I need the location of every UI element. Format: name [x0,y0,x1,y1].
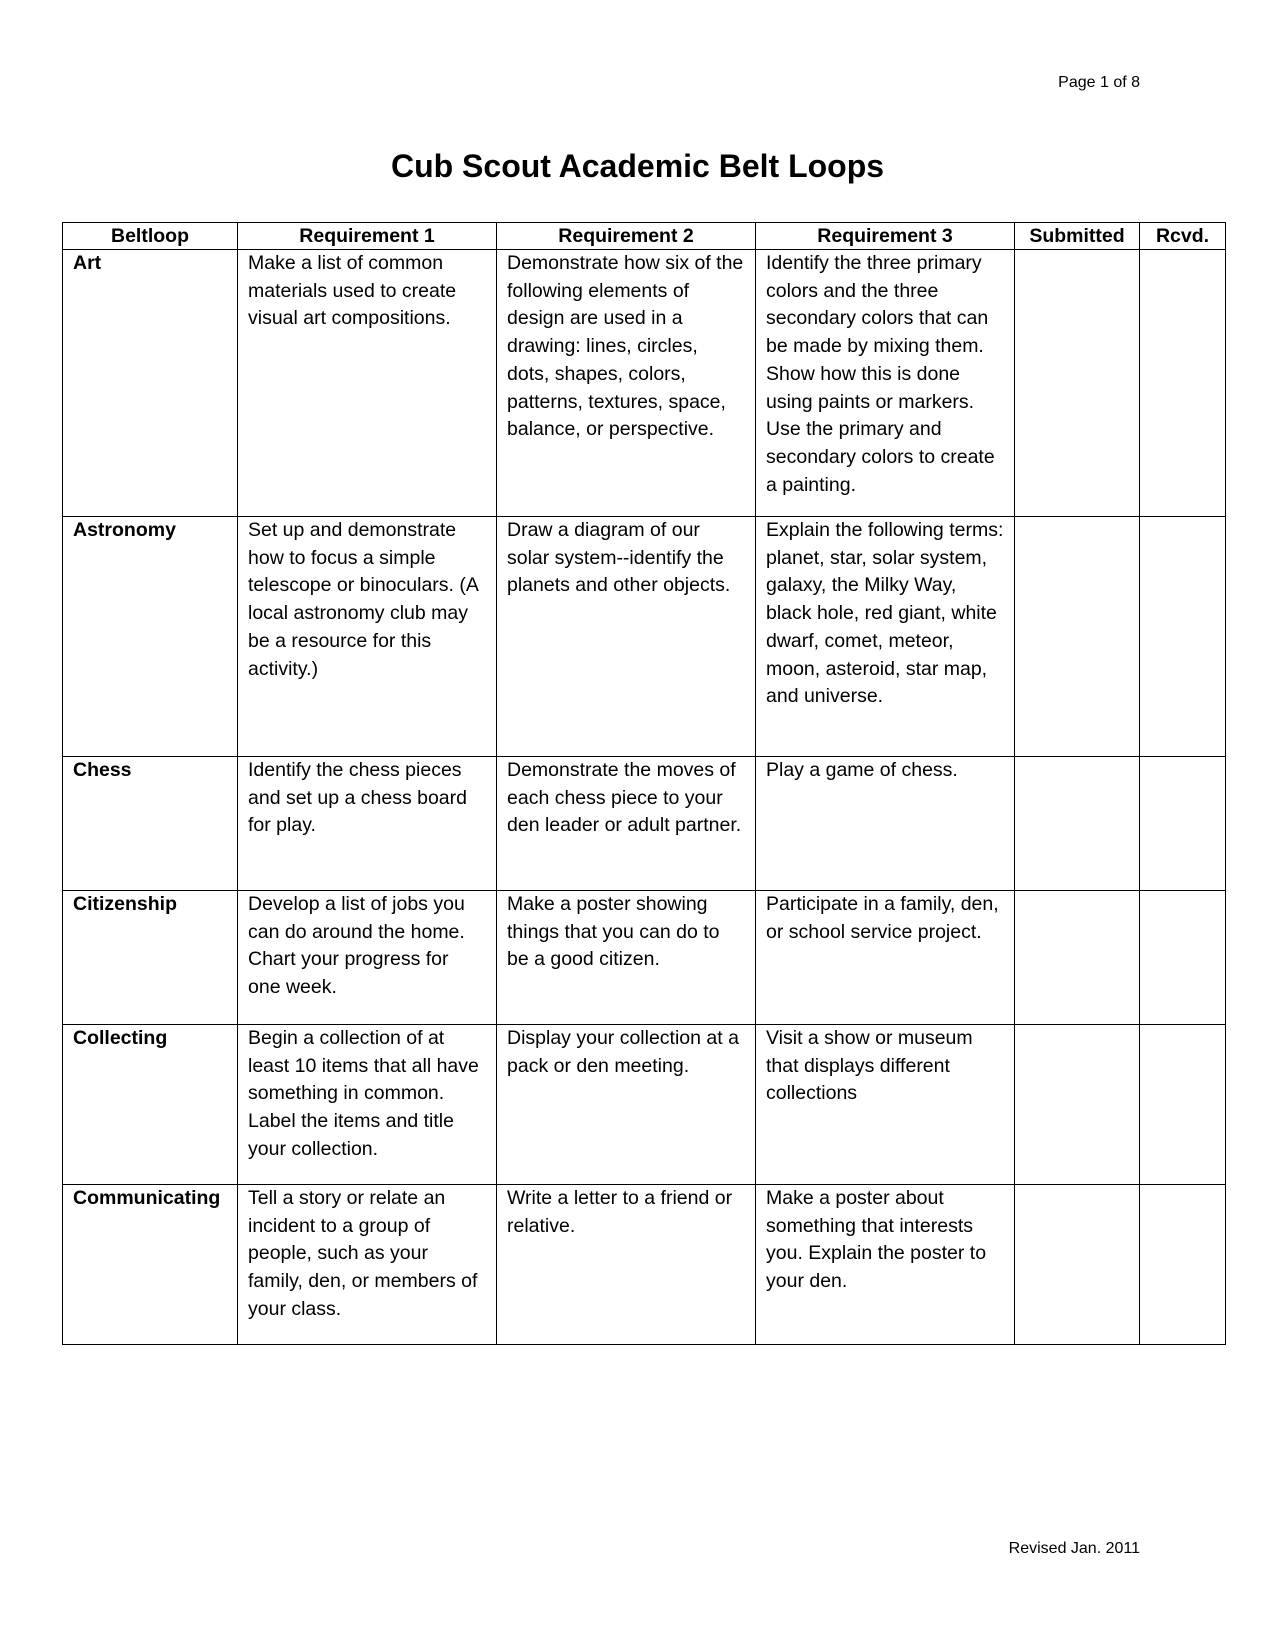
requirement-3-cell: Identify the three primary colors and the three secondary colors that can be made by mixing them. Show how this is done using paints or markers. Use the primary and secondary colors to create a painting. [756,250,1015,517]
table-row [63,891,1226,1025]
header-requirement-3: Requirement 3 [756,223,1015,250]
table-row [63,1185,1226,1345]
submitted-cell[interactable] [1015,250,1140,517]
table-row [63,757,1226,891]
beltloop-cell: Citizenship [63,891,238,1025]
table-row [63,1025,1226,1185]
requirement-2-cell: Draw a diagram of our solar system--identify the planets and other objects. [497,517,756,757]
rcvd-cell[interactable] [1140,891,1226,1025]
beltloop-cell: Astronomy [63,517,238,757]
requirement-1-cell: Identify the chess pieces and set up a chess board for play. [238,757,497,891]
requirement-1-cell: Set up and demonstrate how to focus a simple telescope or binoculars. (A local astronomy club may be a resource for this activity.) [238,517,497,757]
beltloop-cell: Collecting [63,1025,238,1185]
requirement-3-cell: Make a poster about something that interests you. Explain the poster to your den. [756,1185,1015,1345]
requirement-1-cell: Make a list of common materials used to create visual art compositions. [238,250,497,517]
rcvd-cell[interactable] [1140,250,1226,517]
beltloop-cell: Art [63,250,238,517]
header-submitted: Submitted [1015,223,1140,250]
table-row [63,250,1226,517]
rcvd-cell[interactable] [1140,517,1226,757]
revision-note: Revised Jan. 2011 [1008,1540,1140,1557]
rcvd-cell[interactable] [1140,1185,1226,1345]
beltloop-cell: Chess [63,757,238,891]
rcvd-cell[interactable] [1140,757,1226,891]
submitted-cell[interactable] [1015,1025,1140,1185]
beltloop-cell: Communicating [63,1185,238,1345]
requirement-2-cell: Demonstrate how six of the following elements of design are used in a drawing: lines, circles, dots, shapes, colors, patterns, textures, space, balance, or perspective. [497,250,756,517]
requirement-2-cell: Make a poster showing things that you can do to be a good citizen. [497,891,756,1025]
requirement-3-cell: Play a game of chess. [756,757,1015,891]
rcvd-cell[interactable] [1140,1025,1226,1185]
requirement-3-cell: Explain the following terms: planet, star, solar system, galaxy, the Milky Way, black hole, red giant, white dwarf, comet, meteor, moon, asteroid, star map, and universe. [756,517,1015,757]
table-header-row [63,223,1226,250]
submitted-cell[interactable] [1015,517,1140,757]
requirement-3-cell: Visit a show or museum that displays different collections [756,1025,1015,1185]
requirement-1-cell: Develop a list of jobs you can do around the home. Chart your progress for one week. [238,891,497,1025]
header-requirement-1: Requirement 1 [238,223,497,250]
submitted-cell[interactable] [1015,757,1140,891]
page-number: Page 1 of 8 [1058,74,1140,91]
table-row [63,517,1226,757]
submitted-cell[interactable] [1015,1185,1140,1345]
requirement-3-cell: Participate in a family, den, or school service project. [756,891,1015,1025]
belt-loops-table [62,222,1226,1345]
header-beltloop: Beltloop [63,223,238,250]
header-rcvd: Rcvd. [1140,223,1226,250]
requirement-1-cell: Tell a story or relate an incident to a group of people, such as your family, den, or members of your class. [238,1185,497,1345]
requirement-2-cell: Write a letter to a friend or relative. [497,1185,756,1345]
submitted-cell[interactable] [1015,891,1140,1025]
requirement-2-cell: Demonstrate the moves of each chess piece to your den leader or adult partner. [497,757,756,891]
requirement-1-cell: Begin a collection of at least 10 items that all have something in common. Label the items and title your collection. [238,1025,497,1185]
requirement-2-cell: Display your collection at a pack or den meeting. [497,1025,756,1185]
header-requirement-2: Requirement 2 [497,223,756,250]
document-title: Cub Scout Academic Belt Loops [390,148,885,184]
